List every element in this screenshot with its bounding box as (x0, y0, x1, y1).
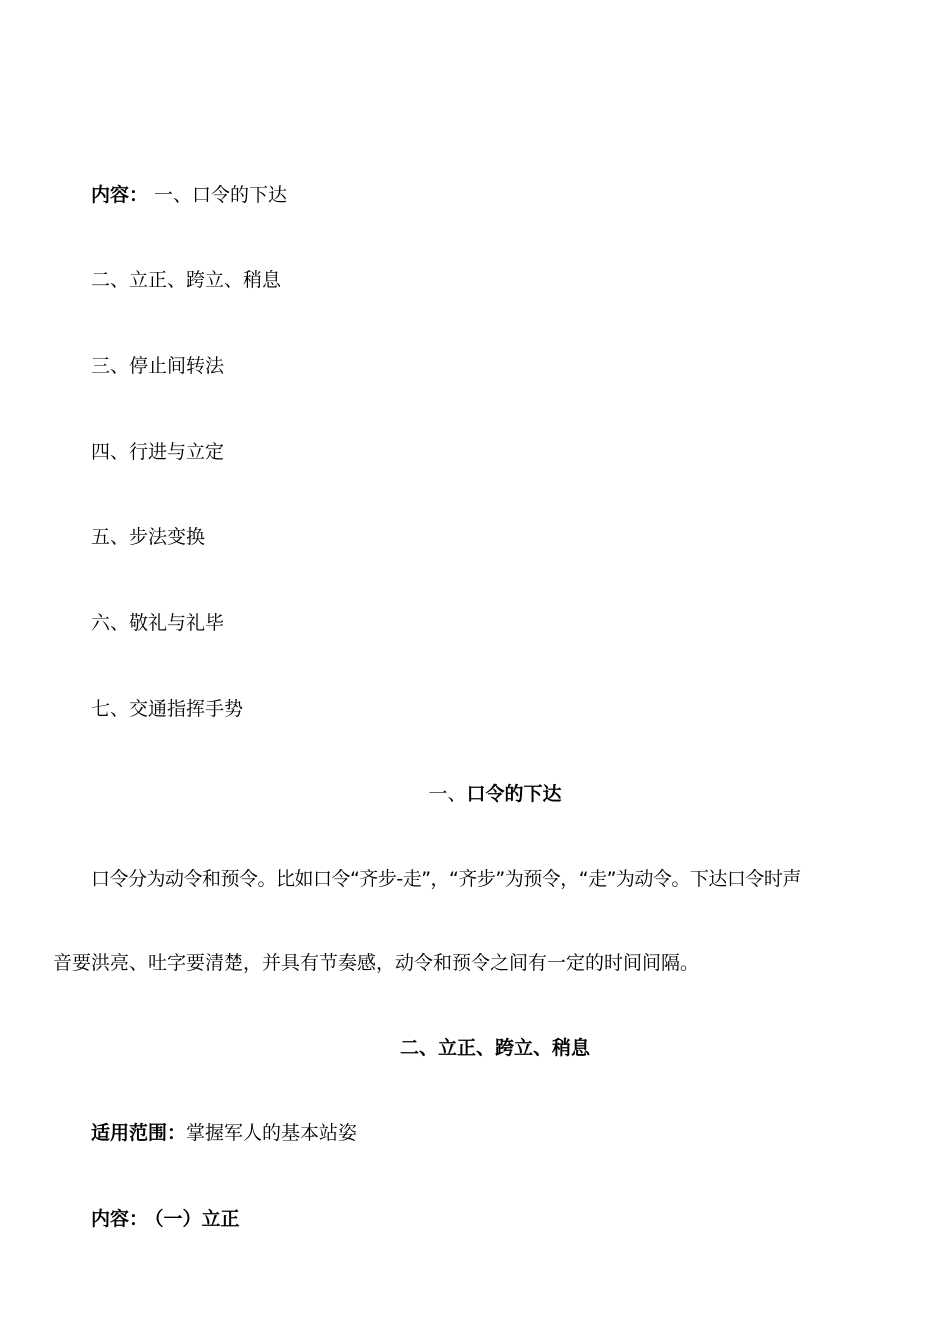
paragraph-line: 口令分为动令和预令。比如口令“齐步-走”，“齐步”为预令，“走”为动令。下达口令时声 (91, 868, 801, 890)
contents-item: 一、口令的下达 (154, 184, 288, 206)
contents-item: 六、敬礼与礼毕 (91, 612, 225, 634)
contents-item: 五、步法变换 (91, 526, 206, 548)
section-heading (0, 782, 950, 806)
contents-line (91, 183, 287, 207)
content-line (91, 1207, 240, 1231)
scope-line (91, 1121, 357, 1145)
contents-item: 四、行进与立定 (91, 441, 225, 463)
contents-item: 七、交通指挥手势 (91, 698, 244, 720)
contents-label: 内容： (91, 184, 149, 206)
scope-text: 掌握军人的基本站姿 (186, 1122, 358, 1144)
contents-item: 二、立正、跨立、稍息 (91, 269, 282, 291)
section-heading: 二、立正、跨立、稍息 (399, 1037, 590, 1059)
contents-item: 三、停止间转法 (91, 355, 225, 377)
section-heading-title: 口令的下达 (466, 783, 562, 805)
scope-label: 适用范围： (91, 1122, 187, 1144)
content-label: 内容： (91, 1208, 149, 1230)
paragraph-line: 音要洪亮、吐字要清楚，并具有节奏感，动令和预令之间有一定的时间间隔。 (53, 952, 700, 974)
content-text: （一）立正 (154, 1208, 240, 1230)
section-heading-number: 一、 (428, 783, 467, 805)
